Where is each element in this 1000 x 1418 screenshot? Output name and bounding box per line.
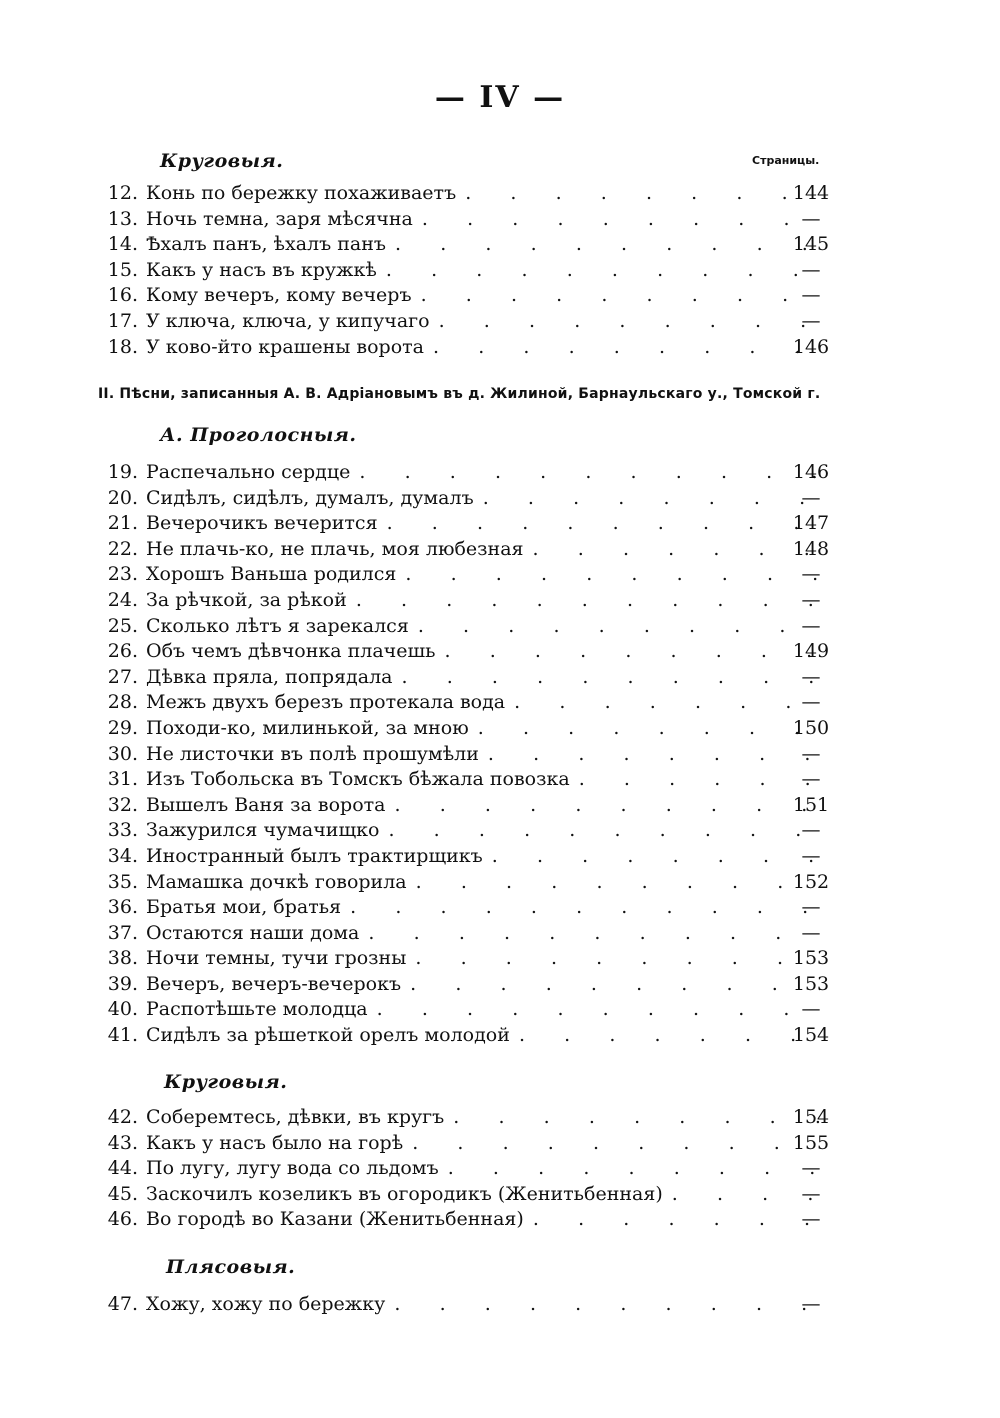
entry-page: —: [801, 207, 821, 230]
entry-number: 24.: [107, 588, 138, 611]
entry-page: —: [801, 665, 821, 688]
entry-number: 13.: [107, 207, 138, 230]
entry-number: 46.: [107, 1208, 138, 1231]
entry-page: —: [801, 1208, 821, 1231]
toc-entry: [0, 972, 1000, 998]
section-heading-krugovyya: Круговыя.: [160, 150, 284, 172]
entry-number: 43.: [107, 1131, 138, 1154]
entry-title: Ночь темна, заря мѣсячна .: [146, 207, 820, 233]
entry-page: —: [801, 588, 821, 611]
entry-page: 151: [792, 793, 830, 816]
entry-title: Сидѣлъ, сидѣлъ, думалъ, думалъ .: [146, 486, 820, 512]
entry-page: —: [801, 563, 821, 586]
toc-entry: [0, 181, 1000, 207]
entry-title: Дѣвка пряла, попрядала .: [146, 665, 820, 691]
entry-page: 144: [792, 182, 830, 204]
entry-number: 36.: [107, 896, 138, 919]
entry-title: По лугу, лугу вода со льдомъ .: [146, 1156, 820, 1182]
toc-entry: [0, 1105, 1000, 1131]
entry-page: —: [801, 284, 821, 307]
entry-page: —: [801, 1157, 821, 1180]
toc-entry: [0, 1023, 1000, 1049]
entry-page: —: [801, 998, 821, 1021]
entry-title: У ково-йто крашены ворота .: [146, 335, 820, 361]
entry-number: 21.: [107, 512, 138, 535]
entry-number: 34.: [107, 844, 138, 867]
entry-title: За рѣчкой, за рѣкой .: [146, 588, 820, 614]
entry-title: Конь по бережку похаживаетъ .: [146, 181, 820, 207]
entry-number: 44.: [107, 1157, 138, 1180]
toc-entry: [0, 716, 1000, 742]
entry-title: Походи-ко, милинькой, за мною .: [146, 716, 820, 742]
entry-page: —: [801, 844, 821, 867]
entry-title: Зажурился чумачищко .: [146, 818, 820, 844]
entry-number: 39.: [107, 972, 138, 995]
toc-entry: [0, 232, 1000, 258]
entry-number: 47.: [107, 1293, 138, 1315]
entry-page: 147: [792, 512, 830, 535]
entry-number: 20.: [107, 486, 138, 509]
toc-entry: [0, 742, 1000, 768]
toc-entry: [0, 844, 1000, 870]
entry-title: Хожу, хожу по бережку .: [146, 1292, 820, 1318]
entry-number: 12.: [107, 182, 138, 204]
toc-entry: [0, 537, 1000, 563]
entry-page: —: [801, 921, 821, 944]
toc-entry: [0, 486, 1000, 512]
toc-list-krugovyya-1: [0, 181, 1000, 360]
entry-title: Хорошъ Ваньша родился .: [146, 562, 820, 588]
entry-page: 149: [792, 640, 830, 663]
entry-page: —: [801, 691, 821, 714]
entry-number: 17.: [107, 309, 138, 332]
entry-number: 35.: [107, 870, 138, 893]
entry-page: 153: [792, 947, 830, 970]
entry-page: 150: [792, 716, 830, 739]
entry-number: 15.: [107, 258, 138, 281]
entry-title: Сидѣлъ за рѣшеткой орелъ молодой .: [146, 1023, 820, 1049]
section-heading-krugovyya-2: Круговыя.: [164, 1071, 288, 1093]
entry-page: —: [801, 258, 821, 281]
entry-number: 16.: [107, 284, 138, 307]
entry-number: 25.: [107, 614, 138, 637]
toc-list-protyazhnyya: [0, 460, 1000, 1049]
toc-entry: [0, 767, 1000, 793]
entry-page: —: [801, 1182, 821, 1205]
entry-title: Мамашка дочкѣ говорила .: [146, 870, 820, 896]
entry-page: —: [801, 742, 821, 765]
entry-page: 145: [792, 233, 830, 256]
entry-title: Вечеръ, вечеръ-вечерокъ .: [146, 972, 820, 998]
pages-column-label: Страницы.: [752, 154, 820, 167]
entry-number: 29.: [107, 716, 138, 739]
toc-entry: [0, 588, 1000, 614]
toc-entry: [0, 460, 1000, 486]
entry-title: Ночи темны, тучи грозны .: [146, 946, 820, 972]
entry-title: Во городѣ во Казани (Женитьбенная) .: [146, 1207, 820, 1233]
entry-page: —: [801, 819, 821, 842]
entry-page: 155: [792, 1131, 830, 1154]
section-heading-protyazhnyya: А. Проголосныя.: [160, 424, 357, 446]
toc-entry: [0, 921, 1000, 947]
page-number: — IV —: [434, 80, 566, 115]
entry-number: 30.: [107, 742, 138, 765]
entry-number: 19.: [107, 461, 138, 483]
toc-entry: [0, 258, 1000, 284]
entry-number: 41.: [107, 1024, 138, 1047]
entry-title: Изъ Тобольска въ Томскъ бѣжала повозка .: [146, 767, 820, 793]
toc-list-plyasovyya: [0, 1292, 1000, 1318]
entry-number: 26.: [107, 640, 138, 663]
entry-title: Иностранный былъ трактирщикъ .: [146, 844, 820, 870]
entry-number: 18.: [107, 335, 138, 358]
entry-page: 152: [792, 870, 830, 893]
entry-title: Вечерочикъ вечерится .: [146, 511, 820, 537]
entry-title: Распечально сердце .: [146, 460, 820, 486]
entry-number: 28.: [107, 691, 138, 714]
part-title: II. Пѣсни, записанныя А. В. Адріановымъ въ д. Жилиной, Барнаульскаго у., Томской г.: [98, 386, 821, 402]
entry-number: 40.: [107, 998, 138, 1021]
entry-page: 148: [792, 537, 830, 560]
toc-entry: [0, 639, 1000, 665]
entry-page: —: [801, 768, 821, 791]
entry-page: —: [801, 896, 821, 919]
entry-title: Какъ у насъ въ кружкѣ .: [146, 258, 820, 284]
toc-entry: [0, 818, 1000, 844]
entry-number: 31.: [107, 768, 138, 791]
toc-entry: [0, 614, 1000, 640]
entry-page: —: [801, 614, 821, 637]
toc-list-krugovyya-2: [0, 1105, 1000, 1233]
entry-number: 14.: [107, 233, 138, 256]
entry-title: Объ чемъ дѣвчонка плачешь .: [146, 639, 820, 665]
entry-title: Межъ двухъ березъ протекала вода .: [146, 690, 820, 716]
toc-entry: [0, 562, 1000, 588]
toc-entry: [0, 309, 1000, 335]
entry-number: 37.: [107, 921, 138, 944]
toc-entry: [0, 1182, 1000, 1208]
entry-title: Кому вечеръ, кому вечеръ .: [146, 283, 820, 309]
entry-page: —: [801, 1293, 821, 1315]
toc-entry: [0, 793, 1000, 819]
entry-number: 45.: [107, 1182, 138, 1205]
entry-number: 23.: [107, 563, 138, 586]
entry-page: 146: [792, 335, 830, 358]
toc-entry: [0, 1292, 1000, 1318]
toc-entry: [0, 1207, 1000, 1233]
entry-number: 38.: [107, 947, 138, 970]
entry-title: Ѣхалъ панъ, ѣхалъ панъ .: [146, 232, 820, 258]
entry-number: 33.: [107, 819, 138, 842]
entry-page: 153: [792, 972, 830, 995]
toc-entry: [0, 283, 1000, 309]
entry-page: 146: [792, 461, 830, 483]
entry-title: У ключа, ключа, у кипучаго .: [146, 309, 820, 335]
entry-number: 27.: [107, 665, 138, 688]
entry-page: —: [801, 486, 821, 509]
toc-entry: [0, 1131, 1000, 1157]
entry-title: Вышелъ Ваня за ворота .: [146, 793, 820, 819]
entry-title: Братья мои, братья .: [146, 895, 820, 921]
entry-page: —: [801, 309, 821, 332]
section-heading-plyasovyya: Плясовыя.: [166, 1256, 296, 1278]
entry-title: Не листочки въ полѣ прошумѣли .: [146, 742, 820, 768]
toc-entry: [0, 335, 1000, 361]
entry-title: Сколько лѣтъ я зарекался .: [146, 614, 820, 640]
entry-title: Не плачь-ко, не плачь, моя любезная .: [146, 537, 820, 563]
toc-entry: [0, 997, 1000, 1023]
entry-page: 154: [792, 1024, 830, 1047]
entry-number: 32.: [107, 793, 138, 816]
entry-title: Распотѣшьте молодца .: [146, 997, 820, 1023]
entry-page: 154: [792, 1106, 830, 1128]
toc-entry: [0, 511, 1000, 537]
toc-entry: [0, 207, 1000, 233]
toc-entry: [0, 665, 1000, 691]
entry-title: Остаются наши дома .: [146, 921, 820, 947]
toc-entry: [0, 946, 1000, 972]
toc-entry: [0, 1156, 1000, 1182]
entry-title: Соберемтесь, дѣвки, въ кругъ .: [146, 1105, 820, 1131]
toc-entry: [0, 895, 1000, 921]
toc-entry: [0, 870, 1000, 896]
entry-number: 22.: [107, 537, 138, 560]
entry-title: Заскочилъ козеликъ въ огородикъ (Женитьбенная) .: [146, 1182, 820, 1208]
entry-number: 42.: [107, 1106, 138, 1128]
entry-title: Какъ у насъ было на горѣ .: [146, 1131, 820, 1157]
toc-entry: [0, 690, 1000, 716]
